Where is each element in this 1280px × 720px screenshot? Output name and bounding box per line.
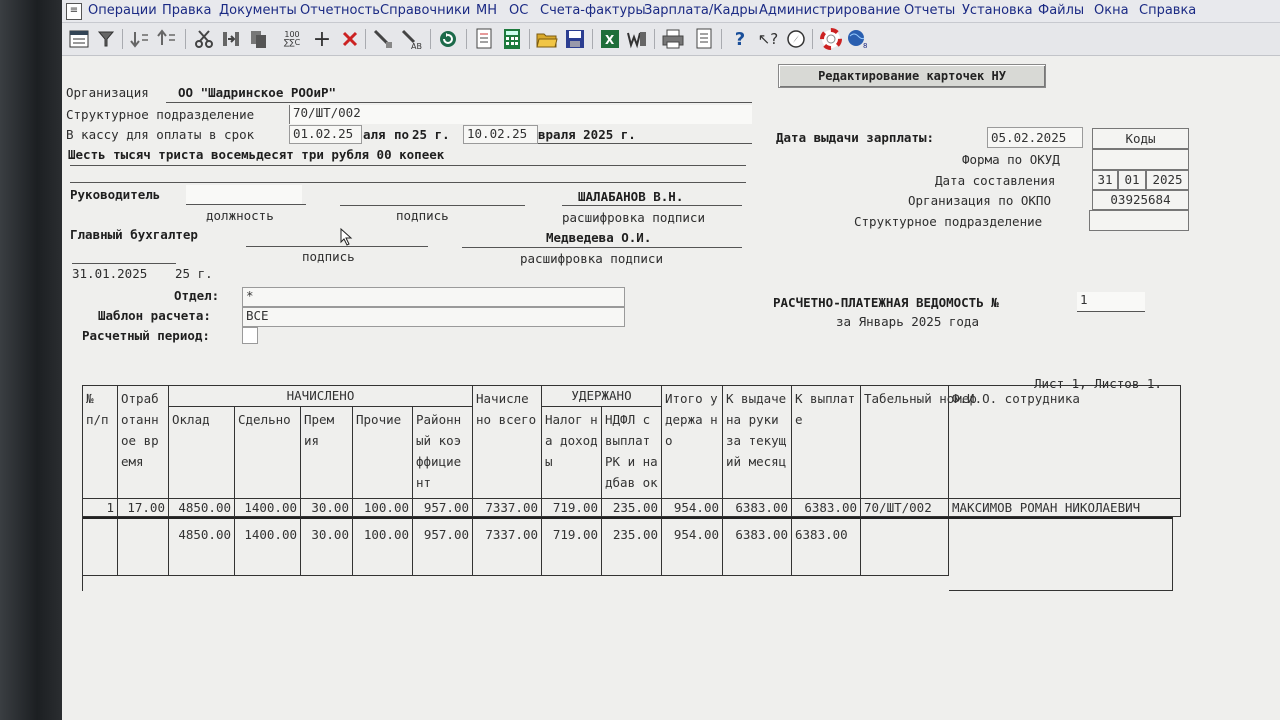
total-piece: 1400.00 <box>235 517 301 576</box>
menu-bar <box>62 0 1280 23</box>
toolbar <box>62 23 1280 56</box>
col-n-header: № п/п <box>83 386 118 499</box>
menu-mn[interactable]: МН <box>476 3 497 18</box>
total-other: 100.00 <box>353 517 413 576</box>
row-tax[interactable]: 719.00 <box>542 499 602 517</box>
cut-icon[interactable] <box>192 27 216 51</box>
struct-field[interactable]: 70/ШТ/002 <box>289 105 752 124</box>
payday-field[interactable]: 05.02.2025 <box>987 127 1083 148</box>
chief-acc-name-caption: расшифровка подписи <box>520 251 663 266</box>
menu-help[interactable]: Справка <box>1139 3 1197 18</box>
refresh-icon[interactable] <box>436 27 460 51</box>
monitor-bezel <box>0 0 62 720</box>
head-position-caption: должность <box>206 208 274 223</box>
total-accrued-total: 7337.00 <box>473 517 542 576</box>
sheet-counter: Лист 1, Листов 1. <box>1034 376 1162 391</box>
okpo-label: Организация по ОКПО <box>908 193 1051 208</box>
okpo-field[interactable]: 03925684 <box>1092 190 1189 210</box>
total-topay-hands: 6383.00 <box>723 517 792 576</box>
row-topay[interactable]: 6383.00 <box>792 499 861 517</box>
row-worked[interactable]: 17.00 <box>118 499 169 517</box>
add-icon[interactable]: + <box>312 26 332 52</box>
menu-files[interactable]: Файлы <box>1038 3 1085 18</box>
template-field[interactable]: ВСЕ <box>242 307 625 327</box>
col-salary-header: Оклад <box>169 407 235 499</box>
copy-icon[interactable] <box>247 27 271 51</box>
chief-acc-label: Главный бухгалтер <box>70 227 198 242</box>
chief-acc-name: Медведева О.И. <box>546 230 652 245</box>
col-region-header: Районн ый коэ ффицие нт <box>413 407 473 499</box>
menu-invoices[interactable]: Счета-фактуры <box>540 3 646 18</box>
app-window <box>62 0 1280 720</box>
globe-icon[interactable] <box>846 27 870 51</box>
cashbox-label: В кассу для оплаты в срок <box>66 127 255 142</box>
row-accrued-total[interactable]: 7337.00 <box>473 499 542 517</box>
total-tax: 719.00 <box>542 517 602 576</box>
cashbox-po: по <box>394 127 410 142</box>
view-icon[interactable] <box>67 27 91 51</box>
row-topay-hands[interactable]: 6383.00 <box>723 499 792 517</box>
col-topay-hands-header: К выдаче на руки за текущий месяц <box>723 386 792 499</box>
calculator-icon[interactable] <box>500 27 524 51</box>
struct-label: Структурное подразделение <box>66 107 255 122</box>
col-other-header: Прочие <box>353 407 413 499</box>
col-fio-header: Ф.И.О. сотрудника <box>949 386 1181 499</box>
col-tax-header: Налог на доходы <box>542 407 602 499</box>
head-name-caption: расшифровка подписи <box>562 210 705 225</box>
cashbox-to-tail: враля 2025 г. <box>538 127 636 142</box>
excel-icon[interactable] <box>598 27 622 51</box>
statement-number-field[interactable]: 1 <box>1077 292 1145 312</box>
col-ndfl-header: НДФЛ с выплат РК и надбав ок <box>602 407 662 499</box>
svg-text:8: 8 <box>863 42 868 50</box>
sort-desc-icon[interactable] <box>155 27 179 51</box>
chief-acc-sign-caption: подпись <box>302 249 355 264</box>
open-icon[interactable] <box>535 27 559 51</box>
save-icon[interactable] <box>563 27 587 51</box>
head-label: Руководитель <box>70 187 161 202</box>
org-label: Организация <box>66 85 149 100</box>
date-day-field[interactable]: 31 <box>1092 170 1118 190</box>
calc-icon[interactable]: 100 ∑∑C <box>283 30 301 47</box>
codes-struct-label: Структурное подразделение <box>854 214 1043 229</box>
delete-icon[interactable] <box>338 27 362 51</box>
col-withheld-group-header: УДЕРЖАНО <box>542 386 662 407</box>
period-field[interactable] <box>242 327 258 344</box>
cashbox-g1: 25 г. <box>412 127 450 142</box>
col-accrued-group-header: НАЧИСЛЕНО <box>169 386 473 407</box>
col-topay-header: К выплате <box>792 386 861 499</box>
total-salary: 4850.00 <box>169 517 235 576</box>
row-tabnum[interactable]: 70/ШТ/002 <box>861 499 949 517</box>
menu-payroll[interactable]: Зарплата/Кадры <box>644 3 758 18</box>
row-withheld-total[interactable]: 954.00 <box>662 499 723 517</box>
total-withheld-total: 954.00 <box>662 517 723 576</box>
head-sign-caption: подпись <box>396 208 449 223</box>
print-icon[interactable] <box>661 27 685 51</box>
date-year-field[interactable]: 2025 <box>1146 170 1189 190</box>
dept-field[interactable]: * <box>242 287 625 307</box>
lifebuoy-icon[interactable] <box>819 27 843 51</box>
col-tabnum-header: Табельный номер <box>861 386 949 499</box>
wand-icon[interactable] <box>371 27 395 51</box>
row-n: 1 <box>83 499 118 517</box>
mouse-cursor-icon <box>340 228 354 250</box>
row-fio[interactable]: МАКСИМОВ РОМАН НИКОЛАЕВИЧ <box>949 499 1181 517</box>
col-withheld-total-header: Итого удержа но <box>662 386 723 499</box>
total-fio <box>949 517 1173 591</box>
compass-icon[interactable] <box>784 27 808 51</box>
statement-subtitle: за Январь 2025 года <box>836 314 979 329</box>
codes-struct-field[interactable] <box>1089 210 1189 231</box>
org-value: ОО "Шадринское РООиР" <box>178 85 337 100</box>
okud-label: Форма по ОКУД <box>962 152 1060 167</box>
col-piece-header: Сдельно <box>235 407 301 499</box>
total-ndfl: 235.00 <box>602 517 662 576</box>
payday-label: Дата выдачи зарплаты: <box>776 130 935 145</box>
filter-icon[interactable] <box>94 27 118 51</box>
col-bonus-header: Прем ия <box>301 407 353 499</box>
menu-setup[interactable]: Установка <box>962 3 1033 18</box>
help-context-icon[interactable]: ↖? <box>757 30 779 48</box>
dept-label: Отдел: <box>174 288 220 303</box>
head-position-field[interactable] <box>186 185 302 204</box>
menu-edit[interactable]: Правка <box>162 3 212 18</box>
codes-header: Коды <box>1092 128 1189 149</box>
row-ndfl[interactable]: 235.00 <box>602 499 662 517</box>
date-label: Дата составления <box>935 173 1056 188</box>
amount-in-words: Шесть тысяч триста восемьдесят три рубля 00 копеек <box>68 147 445 162</box>
total-tabnum <box>861 517 949 576</box>
menu-reporting[interactable]: Отчетность <box>300 3 380 18</box>
row-salary[interactable]: 4850.00 <box>169 499 235 517</box>
doc-date: 31.01.2025 <box>72 266 148 281</box>
menu-os[interactable]: ОС <box>509 3 529 18</box>
col-worked-header: Отраб отанн ое время <box>118 386 169 499</box>
row-region[interactable]: 957.00 <box>413 499 473 517</box>
head-name: ШАЛАБАНОВ В.Н. <box>578 189 684 204</box>
template-label: Шаблон расчета: <box>98 308 211 323</box>
row-other[interactable]: 100.00 <box>353 499 413 517</box>
help-icon[interactable]: ? <box>734 28 746 50</box>
doc-date-tail: 25 г. <box>175 266 213 281</box>
split-icon[interactable] <box>219 27 243 51</box>
date-month-field[interactable]: 01 <box>1118 170 1146 190</box>
edit-tax-cards-button[interactable]: Редактирование карточек НУ <box>778 64 1046 88</box>
pay-to-field[interactable]: 10.02.25 <box>463 125 538 144</box>
menu-operations[interactable]: Операции <box>88 3 157 18</box>
total-worked <box>118 517 169 576</box>
report-icon[interactable] <box>472 27 496 51</box>
menu-documents[interactable]: Документы <box>219 3 297 18</box>
col-accrued-total-header: Начисле но всего <box>473 386 542 499</box>
svg-text:X: X <box>605 33 615 47</box>
sort-asc-icon[interactable] <box>128 27 152 51</box>
app-system-icon[interactable]: ≡ <box>66 3 82 20</box>
text-wand-icon[interactable] <box>400 27 424 51</box>
statement-title: РАСЧЕТНО-ПЛАТЕЖНАЯ ВЕДОМОСТЬ № <box>773 295 999 310</box>
row-piece[interactable]: 1400.00 <box>235 499 301 517</box>
row-bonus[interactable]: 30.00 <box>301 499 353 517</box>
total-bonus: 30.00 <box>301 517 353 576</box>
preview-icon[interactable] <box>692 27 716 51</box>
total-topay: 6383.00 <box>792 517 861 576</box>
total-region: 957.00 <box>413 517 473 576</box>
total-n <box>83 517 118 576</box>
menu-admin[interactable]: Администрирование <box>759 3 901 18</box>
menu-reports[interactable]: Отчеты <box>904 3 956 18</box>
menu-directories[interactable]: Справочники <box>380 3 471 18</box>
pay-from-field[interactable]: 01.02.25 <box>289 125 362 144</box>
okud-field[interactable] <box>1092 149 1189 170</box>
cashbox-from-tail: аля <box>363 127 386 142</box>
svg-text:AB: AB <box>411 42 422 51</box>
word-icon[interactable] <box>625 27 649 51</box>
period-label: Расчетный период: <box>82 328 210 343</box>
menu-windows[interactable]: Окна <box>1094 3 1129 18</box>
payroll-table <box>82 385 1181 591</box>
